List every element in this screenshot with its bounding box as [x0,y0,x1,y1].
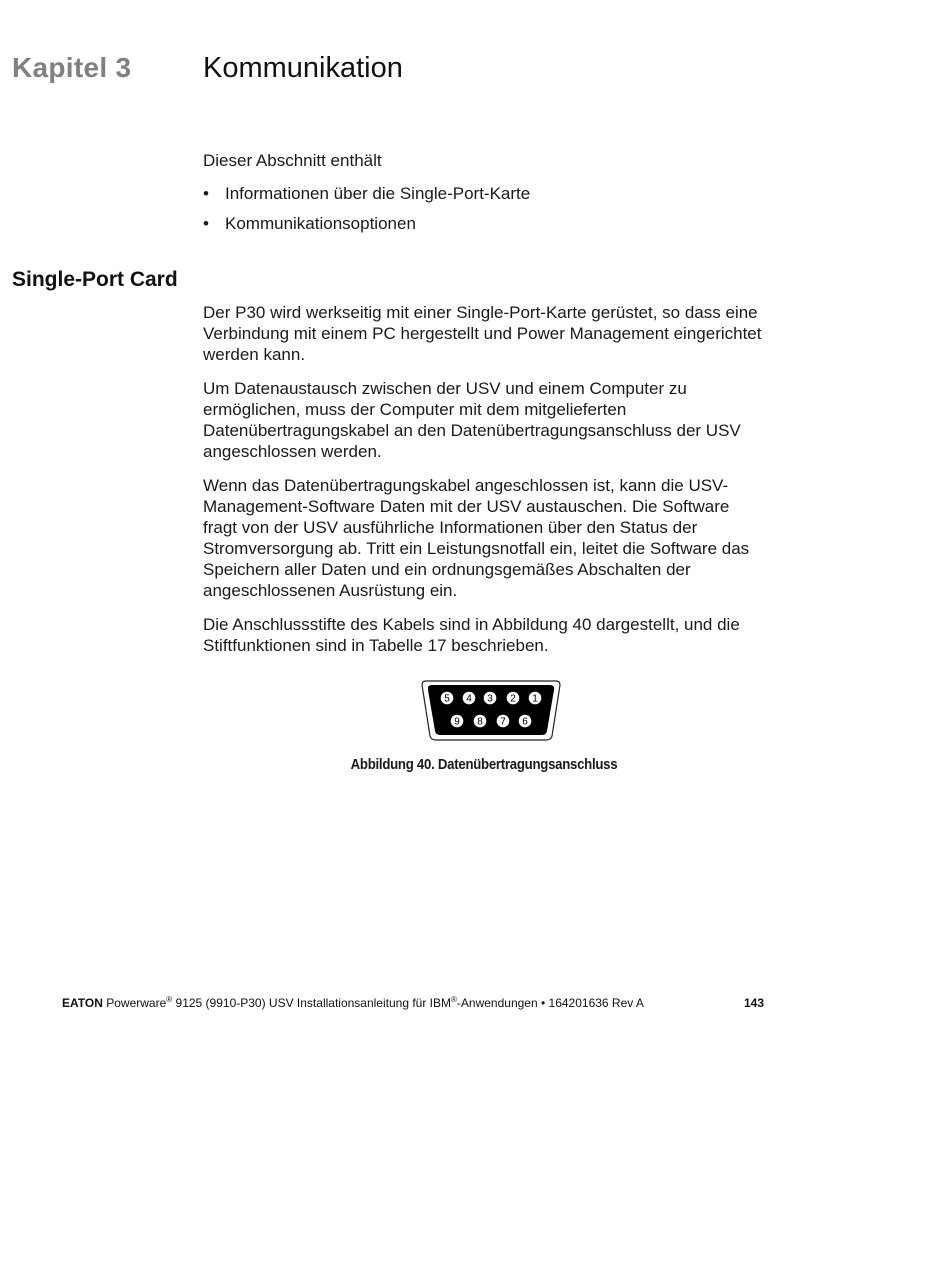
footer-text: 9125 (9910-P30) USV Installationsanleitung für IBM [172,996,452,1010]
section-body [203,302,768,669]
footer-product: Powerware [106,996,167,1010]
chapter-label: Kapitel 3 [12,52,132,83]
section-heading: Single-Port Card [12,268,178,291]
db9-connector-diagram [420,678,562,742]
body-paragraph: Um Datenaustausch zwischen der USV und einem Computer zu ermöglichen, muss der Computer mit dem mitgelieferten Datenübertragungskabel an den Datenübertragungsanschluss der USV angeschlossen werden. [203,379,741,461]
footer-text-2: -Anwendungen • 164201636 Rev A [456,996,644,1010]
body-paragraph: Wenn das Datenübertragungskabel angeschlossen ist, kann die USV-Management-Software Daten mit der USV austauschen. Die Software fragt von der USV ausführliche Informationen über den Status der Stromversorgung ab. Tritt ein Leistungsnotfall ein, leitet die Software das Speichern aller Daten und ein ordnungsgemäßes Abschalten der angeschlossenen Ausrüstung ein. [203,476,750,600]
pin-number: 9 [454,716,460,728]
pin-number: 5 [444,693,450,705]
page-number: 143 [743,996,764,1010]
body-paragraph: Der P30 wird werkseitig mit einer Single-Port-Karte gerüstet, so dass eine Verbindung mit einem PC hergestellt und Power Management eingerichtet werden kann. [203,303,762,364]
pin-number: 8 [477,716,483,728]
intro-bullet-list [203,183,763,234]
intro-lead: Dieser Abschnitt enthält [203,151,382,170]
list-item-text: Kommunikationsoptionen [225,214,416,233]
bullet-icon: • [203,214,209,233]
pin-number: 3 [487,693,493,705]
figure-caption: Abbildung 40. Datenübertragungsanschluss [350,756,618,773]
chapter-title: Kommunikation [203,52,403,84]
list-item [203,183,763,204]
bullet-icon: • [203,184,209,203]
footer-brand: EATON [62,996,103,1010]
list-item [203,213,763,234]
page-footer [62,996,764,1010]
pin-number: 1 [532,693,538,705]
pin-number: 4 [466,693,472,705]
pin-number: 6 [522,716,528,728]
footer-reg-mark: ® [166,995,173,1004]
intro-block [203,150,763,243]
pin-number: 7 [500,716,506,728]
body-paragraph: Die Anschlussstifte des Kabels sind in Abbildung 40 dargestellt, und die Stiftfunktionen sind in Tabelle 17 beschrieben. [203,615,740,655]
list-item-text: Informationen über die Single-Port-Karte [225,184,531,203]
footer-reg-mark: ® [451,995,457,1004]
pin-number: 2 [510,693,516,705]
